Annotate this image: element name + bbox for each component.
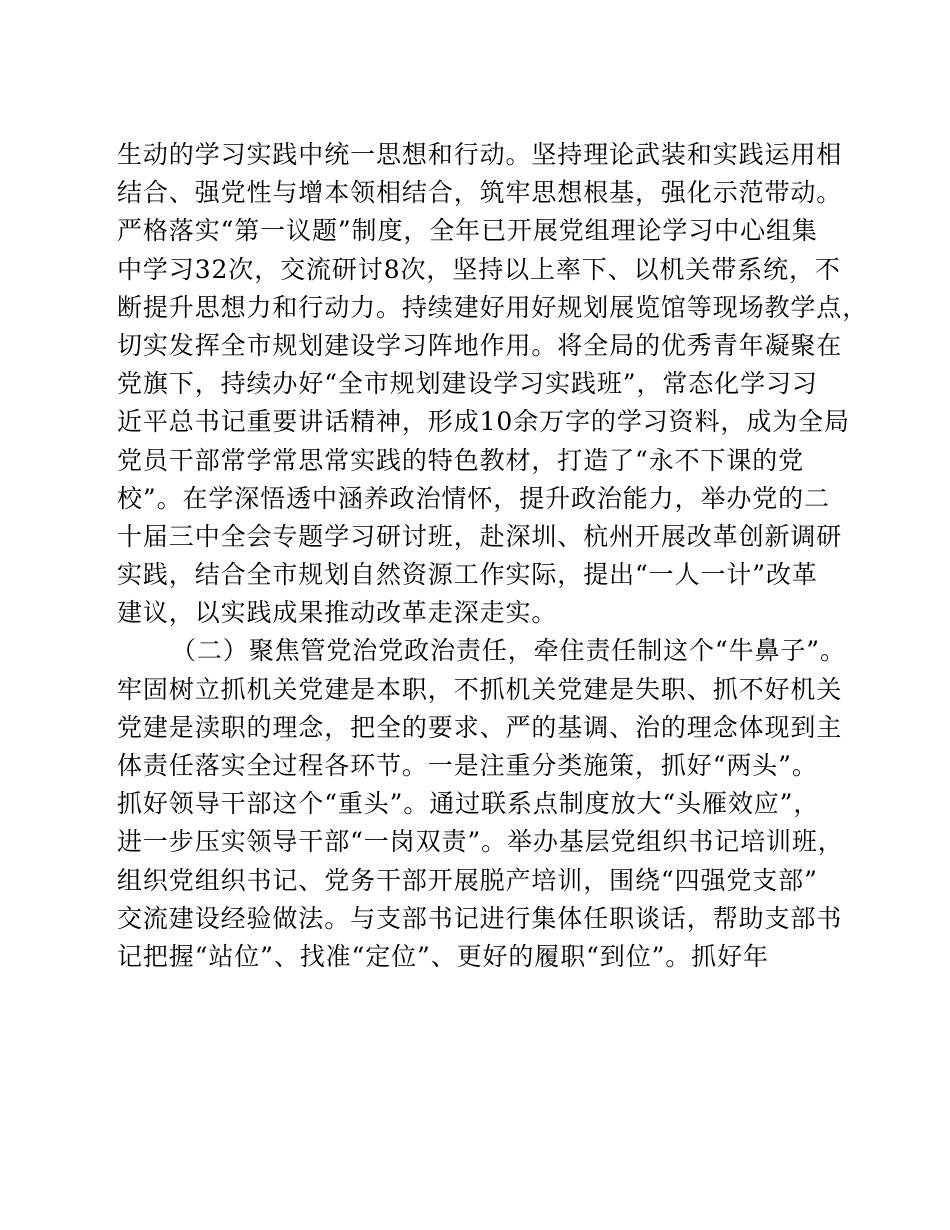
text-line: 体责任落实全过程各环节。一是注重分类施策，抓好“两头”。 (117, 751, 818, 780)
text-line: 抓好领导干部这个“重头”。通过联系点制度放大“头雁效应”， (117, 789, 820, 819)
text-line: 结合、强党性与增本领相结合，筑牢思想根基，强化示范带动。 (117, 178, 843, 208)
text-line: 党建是渎职的理念，把全的要求、严的基调、治的理念体现到主 (117, 712, 843, 742)
text-line: 校”。在学深悟透中涵养政治情怀，提升政治能力，举办党的二 (117, 483, 830, 513)
section-heading: （二）聚焦管党治党政治责任，牵住责任制这个“牛鼻子”。 (171, 636, 846, 666)
text-line: 近平总书记重要讲话精神，形成10余万字的学习资料，成为全局 (117, 407, 850, 437)
text-line: 建议，以实践成果推动改革走深走实。 (117, 598, 558, 628)
text-line: 断提升思想力和行动力。持续建好用好规划展览馆等现场教学点， (117, 292, 869, 322)
text-line: 记把握“站位”、找准“定位”、更好的履职“到位”。抓好年 (117, 941, 769, 971)
text-line: 党员干部常学常思常实践的特色教材，打造了“永不下课的党 (117, 445, 805, 475)
text-line: 严格落实“第一议题”制度，全年已开展党组理论学习中心组集 (117, 216, 818, 246)
text-line: 组织党组织书记、党务干部开展脱产培训，围绕“四强党支部” (117, 865, 818, 895)
body-text (117, 136, 869, 976)
text-line: 实践，结合全市规划自然资源工作实际，提出“一人一计”改革 (117, 560, 818, 590)
text-line: 十届三中全会专题学习研讨班，赴深圳、杭州开展改革创新调研 (117, 521, 843, 551)
text-line: 牢固树立抓机关党建是本职，不抓机关党建是失职、抓不好机关 (117, 674, 843, 704)
text-line: 切实发挥全市规划建设学习阵地作用。将全局的优秀青年凝聚在 (117, 330, 843, 360)
text-line: 进一步压实领导干部“一岗双责”。举办基层党组织书记培训班， (117, 827, 844, 857)
text-line: 中学习32次，交流研讨8次，坚持以上率下、以机关带系统，不 (117, 254, 841, 284)
text-line: 党旗下，持续办好“全市规划建设学习实践班”，常态化学习习 (117, 369, 818, 399)
text-line: 交流建设经验做法。与支部书记进行集体任职谈话，帮助支部书 (117, 903, 843, 933)
text-line: 生动的学习实践中统一思想和行动。坚持理论武装和实践运用相 (117, 140, 843, 169)
